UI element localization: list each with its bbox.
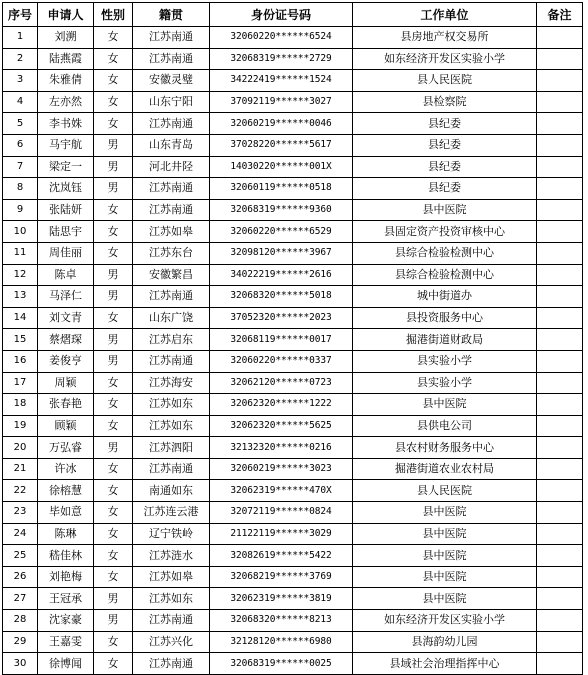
cell-gender: 男 — [94, 286, 133, 308]
table-row — [3, 458, 583, 480]
cell-id-number: 32062320******5625 — [210, 415, 353, 437]
cell-native-place: 江苏南通 — [133, 27, 210, 49]
cell-index: 29 — [3, 631, 38, 653]
table-row — [3, 113, 583, 135]
cell-remarks — [537, 523, 583, 545]
cell-applicant: 梁定一 — [38, 156, 94, 178]
cell-id-number: 14030220******001X — [210, 156, 353, 178]
cell-remarks — [537, 588, 583, 610]
cell-id-number: 37028220******5617 — [210, 134, 353, 156]
cell-id-number: 32062319******470X — [210, 480, 353, 502]
cell-workplace: 县检察院 — [353, 91, 537, 113]
cell-remarks — [537, 264, 583, 286]
cell-applicant: 蔡熠琛 — [38, 329, 94, 351]
table-row — [3, 437, 583, 459]
cell-remarks — [537, 480, 583, 502]
cell-native-place: 江苏南通 — [133, 653, 210, 675]
cell-native-place: 江苏南通 — [133, 458, 210, 480]
cell-id-number: 32068319******9360 — [210, 199, 353, 221]
cell-index: 9 — [3, 199, 38, 221]
cell-workplace: 如东经济开发区实验小学 — [353, 610, 537, 632]
cell-workplace: 县中医院 — [353, 588, 537, 610]
cell-index: 10 — [3, 221, 38, 243]
table-row — [3, 350, 583, 372]
table-row — [3, 566, 583, 588]
table-row — [3, 178, 583, 200]
cell-workplace: 如东经济开发区实验小学 — [353, 48, 537, 70]
cell-native-place: 山东青岛 — [133, 134, 210, 156]
cell-index: 27 — [3, 588, 38, 610]
cell-applicant: 陆燕霞 — [38, 48, 94, 70]
cell-index: 12 — [3, 264, 38, 286]
header-remarks: 备注 — [537, 3, 583, 27]
cell-workplace: 掘港街道农业农村局 — [353, 458, 537, 480]
cell-gender: 女 — [94, 394, 133, 416]
header-workplace: 工作单位 — [353, 3, 537, 27]
table-row — [3, 91, 583, 113]
cell-applicant: 沈家豪 — [38, 610, 94, 632]
cell-applicant: 李书姝 — [38, 113, 94, 135]
table-row — [3, 394, 583, 416]
cell-native-place: 江苏东台 — [133, 242, 210, 264]
table-row — [3, 307, 583, 329]
table-row — [3, 653, 583, 675]
cell-gender: 女 — [94, 70, 133, 92]
cell-id-number: 32128120******6980 — [210, 631, 353, 653]
cell-index: 13 — [3, 286, 38, 308]
cell-native-place: 河北井陉 — [133, 156, 210, 178]
cell-remarks — [537, 545, 583, 567]
cell-remarks — [537, 113, 583, 135]
cell-remarks — [537, 48, 583, 70]
cell-native-place: 辽宁铁岭 — [133, 523, 210, 545]
cell-native-place: 江苏如东 — [133, 394, 210, 416]
cell-applicant: 朱雅倩 — [38, 70, 94, 92]
cell-native-place: 江苏兴化 — [133, 631, 210, 653]
cell-applicant: 左亦然 — [38, 91, 94, 113]
cell-id-number: 32068319******0025 — [210, 653, 353, 675]
header-gender: 性别 — [94, 3, 133, 27]
cell-remarks — [537, 329, 583, 351]
cell-applicant: 顾颖 — [38, 415, 94, 437]
table-row — [3, 523, 583, 545]
cell-gender: 女 — [94, 415, 133, 437]
cell-workplace: 县房地产权交易所 — [353, 27, 537, 49]
cell-gender: 女 — [94, 545, 133, 567]
cell-native-place: 安徽灵璧 — [133, 70, 210, 92]
cell-applicant: 万弘睿 — [38, 437, 94, 459]
cell-gender: 女 — [94, 113, 133, 135]
cell-applicant: 徐榕慧 — [38, 480, 94, 502]
table-row — [3, 242, 583, 264]
cell-native-place: 江苏连云港 — [133, 502, 210, 524]
cell-native-place: 江苏如东 — [133, 415, 210, 437]
table-row — [3, 221, 583, 243]
cell-index: 23 — [3, 502, 38, 524]
cell-workplace: 县中医院 — [353, 502, 537, 524]
cell-remarks — [537, 458, 583, 480]
cell-native-place: 江苏涟水 — [133, 545, 210, 567]
cell-gender: 男 — [94, 178, 133, 200]
cell-workplace: 县综合检验检测中心 — [353, 264, 537, 286]
cell-workplace: 县实验小学 — [353, 350, 537, 372]
table-row — [3, 480, 583, 502]
cell-remarks — [537, 307, 583, 329]
cell-index: 15 — [3, 329, 38, 351]
cell-native-place: 江苏南通 — [133, 113, 210, 135]
cell-remarks — [537, 134, 583, 156]
cell-remarks — [537, 27, 583, 49]
table-row — [3, 329, 583, 351]
cell-id-number: 32082619******5422 — [210, 545, 353, 567]
cell-index: 20 — [3, 437, 38, 459]
cell-gender: 女 — [94, 48, 133, 70]
cell-gender: 女 — [94, 199, 133, 221]
cell-remarks — [537, 437, 583, 459]
cell-workplace: 县人民医院 — [353, 480, 537, 502]
table-row — [3, 199, 583, 221]
cell-workplace: 县纪委 — [353, 134, 537, 156]
cell-gender: 女 — [94, 523, 133, 545]
table-row — [3, 134, 583, 156]
cell-workplace: 县中医院 — [353, 566, 537, 588]
cell-index: 21 — [3, 458, 38, 480]
table-row — [3, 631, 583, 653]
cell-applicant: 毕如意 — [38, 502, 94, 524]
cell-index: 22 — [3, 480, 38, 502]
cell-native-place: 江苏南通 — [133, 286, 210, 308]
cell-id-number: 34222419******1524 — [210, 70, 353, 92]
cell-remarks — [537, 502, 583, 524]
header-id-number: 身份证号码 — [210, 3, 353, 27]
cell-index: 14 — [3, 307, 38, 329]
cell-index: 19 — [3, 415, 38, 437]
cell-native-place: 江苏南通 — [133, 610, 210, 632]
cell-index: 24 — [3, 523, 38, 545]
cell-remarks — [537, 653, 583, 675]
cell-applicant: 陈卓 — [38, 264, 94, 286]
cell-remarks — [537, 631, 583, 653]
cell-index: 7 — [3, 156, 38, 178]
cell-index: 6 — [3, 134, 38, 156]
header-native-place: 籍贯 — [133, 3, 210, 27]
cell-remarks — [537, 415, 583, 437]
table-row — [3, 588, 583, 610]
cell-native-place: 江苏启东 — [133, 329, 210, 351]
cell-id-number: 32062319******3819 — [210, 588, 353, 610]
cell-workplace: 县中医院 — [353, 394, 537, 416]
cell-native-place: 江苏南通 — [133, 178, 210, 200]
cell-applicant: 马宇航 — [38, 134, 94, 156]
cell-index: 26 — [3, 566, 38, 588]
cell-remarks — [537, 199, 583, 221]
cell-native-place: 安徽繁昌 — [133, 264, 210, 286]
cell-index: 17 — [3, 372, 38, 394]
cell-id-number: 32098120******3967 — [210, 242, 353, 264]
cell-id-number: 32068119******0017 — [210, 329, 353, 351]
cell-id-number: 32060219******0046 — [210, 113, 353, 135]
cell-index: 28 — [3, 610, 38, 632]
cell-id-number: 32062120******0723 — [210, 372, 353, 394]
cell-remarks — [537, 394, 583, 416]
cell-index: 16 — [3, 350, 38, 372]
header-index: 序号 — [3, 3, 38, 27]
table-row — [3, 502, 583, 524]
cell-workplace: 县供电公司 — [353, 415, 537, 437]
cell-remarks — [537, 221, 583, 243]
cell-index: 5 — [3, 113, 38, 135]
cell-workplace: 县实验小学 — [353, 372, 537, 394]
cell-native-place: 江苏南通 — [133, 199, 210, 221]
cell-remarks — [537, 70, 583, 92]
cell-id-number: 32060219******3023 — [210, 458, 353, 480]
cell-workplace: 掘港街道财政局 — [353, 329, 537, 351]
table-row — [3, 27, 583, 49]
cell-workplace: 县海韵幼儿园 — [353, 631, 537, 653]
cell-applicant: 王冠承 — [38, 588, 94, 610]
cell-gender: 女 — [94, 566, 133, 588]
cell-id-number: 32132320******0216 — [210, 437, 353, 459]
cell-applicant: 徐博闻 — [38, 653, 94, 675]
cell-id-number: 32068219******3769 — [210, 566, 353, 588]
table-row — [3, 286, 583, 308]
cell-id-number: 32068320******8213 — [210, 610, 353, 632]
cell-id-number: 32068320******5018 — [210, 286, 353, 308]
cell-applicant: 陈琳 — [38, 523, 94, 545]
cell-gender: 女 — [94, 631, 133, 653]
cell-gender: 女 — [94, 91, 133, 113]
cell-workplace: 县投资服务中心 — [353, 307, 537, 329]
cell-applicant: 周颖 — [38, 372, 94, 394]
cell-workplace: 县中医院 — [353, 523, 537, 545]
cell-workplace: 县纪委 — [353, 156, 537, 178]
cell-gender: 男 — [94, 329, 133, 351]
cell-gender: 女 — [94, 242, 133, 264]
cell-gender: 女 — [94, 307, 133, 329]
cell-native-place: 山东广饶 — [133, 307, 210, 329]
cell-index: 2 — [3, 48, 38, 70]
cell-applicant: 刘文青 — [38, 307, 94, 329]
cell-applicant: 张春艳 — [38, 394, 94, 416]
cell-native-place: 江苏如皋 — [133, 566, 210, 588]
table-row — [3, 48, 583, 70]
cell-id-number: 32072119******0824 — [210, 502, 353, 524]
cell-gender: 男 — [94, 610, 133, 632]
cell-gender: 男 — [94, 156, 133, 178]
cell-id-number: 32060119******0518 — [210, 178, 353, 200]
cell-id-number: 34022219******2616 — [210, 264, 353, 286]
cell-applicant: 姜俊亨 — [38, 350, 94, 372]
cell-workplace: 县域社会治理指挥中心 — [353, 653, 537, 675]
cell-applicant: 周佳丽 — [38, 242, 94, 264]
cell-native-place: 江苏如东 — [133, 588, 210, 610]
cell-workplace: 县纪委 — [353, 178, 537, 200]
cell-applicant: 嵇佳林 — [38, 545, 94, 567]
cell-workplace: 县中医院 — [353, 545, 537, 567]
cell-index: 30 — [3, 653, 38, 675]
table-header — [3, 3, 583, 27]
cell-native-place: 江苏海安 — [133, 372, 210, 394]
cell-gender: 男 — [94, 437, 133, 459]
applicant-table-container — [2, 2, 583, 675]
cell-remarks — [537, 610, 583, 632]
cell-gender: 女 — [94, 480, 133, 502]
cell-gender: 男 — [94, 134, 133, 156]
cell-workplace: 县人民医院 — [353, 70, 537, 92]
cell-index: 4 — [3, 91, 38, 113]
applicant-table — [2, 2, 583, 675]
cell-remarks — [537, 350, 583, 372]
table-body — [3, 27, 583, 675]
cell-index: 3 — [3, 70, 38, 92]
cell-remarks — [537, 242, 583, 264]
cell-remarks — [537, 566, 583, 588]
cell-native-place: 山东宁阳 — [133, 91, 210, 113]
cell-native-place: 江苏南通 — [133, 350, 210, 372]
header-applicant: 申请人 — [38, 3, 94, 27]
cell-native-place: 江苏如皋 — [133, 221, 210, 243]
cell-remarks — [537, 91, 583, 113]
cell-applicant: 刘艳梅 — [38, 566, 94, 588]
cell-index: 11 — [3, 242, 38, 264]
cell-index: 25 — [3, 545, 38, 567]
cell-gender: 女 — [94, 372, 133, 394]
cell-applicant: 马泽仁 — [38, 286, 94, 308]
cell-applicant: 许冰 — [38, 458, 94, 480]
cell-remarks — [537, 372, 583, 394]
cell-applicant: 张陆妍 — [38, 199, 94, 221]
cell-applicant: 沈岚钰 — [38, 178, 94, 200]
cell-gender: 女 — [94, 221, 133, 243]
table-row — [3, 264, 583, 286]
cell-gender: 男 — [94, 264, 133, 286]
cell-workplace: 县综合检验检测中心 — [353, 242, 537, 264]
cell-applicant: 刘溯 — [38, 27, 94, 49]
table-row — [3, 70, 583, 92]
cell-workplace: 县固定资产投资审核中心 — [353, 221, 537, 243]
cell-workplace: 县农村财务服务中心 — [353, 437, 537, 459]
header-row — [3, 3, 583, 27]
cell-applicant: 陆思宇 — [38, 221, 94, 243]
cell-id-number: 37052320******2023 — [210, 307, 353, 329]
cell-workplace: 县中医院 — [353, 199, 537, 221]
table-row — [3, 415, 583, 437]
cell-native-place: 江苏南通 — [133, 48, 210, 70]
cell-workplace: 城中街道办 — [353, 286, 537, 308]
cell-index: 1 — [3, 27, 38, 49]
cell-gender: 男 — [94, 588, 133, 610]
table-row — [3, 156, 583, 178]
cell-id-number: 21122119******3029 — [210, 523, 353, 545]
table-row — [3, 610, 583, 632]
cell-index: 18 — [3, 394, 38, 416]
cell-applicant: 王嘉雯 — [38, 631, 94, 653]
cell-native-place: 南通如东 — [133, 480, 210, 502]
cell-gender: 女 — [94, 27, 133, 49]
cell-id-number: 32060220******6529 — [210, 221, 353, 243]
cell-remarks — [537, 178, 583, 200]
cell-id-number: 32068319******2729 — [210, 48, 353, 70]
cell-id-number: 32060220******6524 — [210, 27, 353, 49]
table-row — [3, 372, 583, 394]
cell-gender: 女 — [94, 458, 133, 480]
cell-gender: 男 — [94, 350, 133, 372]
cell-remarks — [537, 286, 583, 308]
cell-gender: 女 — [94, 653, 133, 675]
cell-gender: 女 — [94, 502, 133, 524]
cell-remarks — [537, 156, 583, 178]
cell-workplace: 县纪委 — [353, 113, 537, 135]
table-row — [3, 545, 583, 567]
cell-id-number: 32060220******0337 — [210, 350, 353, 372]
cell-index: 8 — [3, 178, 38, 200]
cell-native-place: 江苏泗阳 — [133, 437, 210, 459]
cell-id-number: 32062320******1222 — [210, 394, 353, 416]
cell-id-number: 37092119******3027 — [210, 91, 353, 113]
